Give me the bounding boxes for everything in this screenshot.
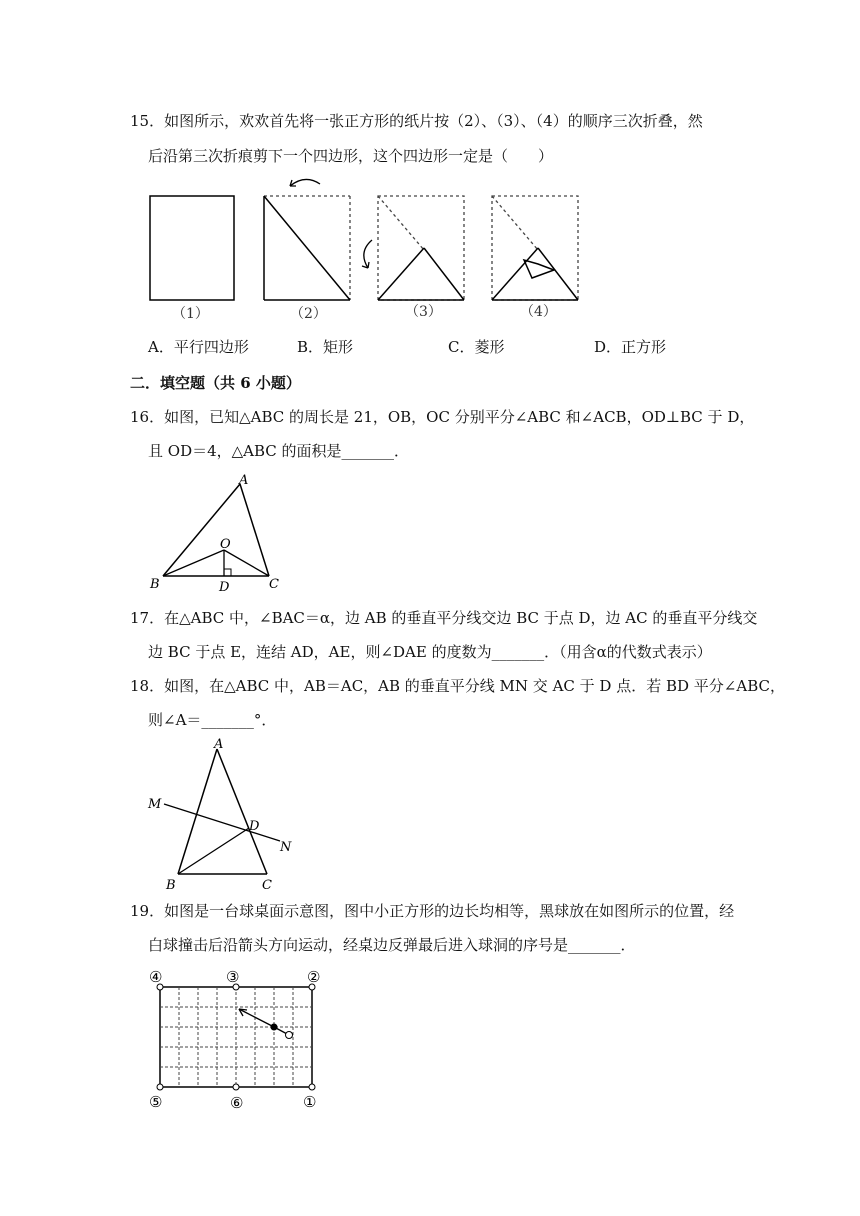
q19-text-line2: 白球撞击后沿箭头方向运动，经桌边反弹最后进入球洞的序号是_______． <box>148 936 636 954</box>
pocket-label-2: ② <box>307 968 321 986</box>
q15-fig-label-1: （1） <box>172 306 209 322</box>
pocket-label-5: ⑤ <box>149 1093 163 1111</box>
q16-label-o: O <box>220 537 231 552</box>
q16-triangle-figure <box>145 470 285 595</box>
q16-label-c: C <box>269 577 279 592</box>
q15-fig-label-2: （2） <box>290 306 327 322</box>
q17-text-line1: 17．在△ABC 中，∠BAC＝α，边 AB 的垂直平分线交边 BC 于点 D，边 AC 的垂直平分线交 <box>130 609 758 627</box>
pocket-5-hole <box>157 1084 163 1090</box>
q16-text-line1: 16．如图，已知△ABC 的周长是 21，OB，OC 分别平分∠ABC 和∠ACB，OD⊥BC 于 D， <box>130 408 755 426</box>
fold-square-4 <box>492 196 578 300</box>
q15-option-c: C．菱形 <box>448 338 505 356</box>
q18-label-a: A <box>214 737 224 752</box>
q18-label-b: B <box>166 878 176 893</box>
q19-billiard-table-figure <box>140 965 340 1115</box>
q16-label-b: B <box>150 577 160 592</box>
pocket-6-hole <box>233 1084 239 1090</box>
q18-triangle-figure <box>140 733 300 893</box>
q15-option-d: D．正方形 <box>594 338 667 356</box>
q15-option-a: A．平行四边形 <box>148 338 249 356</box>
q15-text-line1: 15．如图所示，欢欢首先将一张正方形的纸片按（2）、（3）、（4）的顺序三次折叠，然 <box>130 112 703 130</box>
q16-label-d: D <box>219 580 230 595</box>
q18-label-d: D <box>249 819 260 834</box>
pocket-label-1: ① <box>303 1093 317 1111</box>
q18-text-line1: 18．如图，在△ABC 中，AB＝AC，AB 的垂直平分线 MN 交 AC 于 D 点．若 BD 平分∠ABC， <box>130 677 785 695</box>
q15-text-line2: 后沿第三次折痕剪下一个四边形，这个四边形一定是（ ） <box>148 147 554 165</box>
q15-fig-label-3: （3） <box>405 304 442 320</box>
q17-text-line2: 边 BC 于点 E，连结 AD，AE，则∠DAE 的度数为_______．（用含α的代数式表示） <box>148 643 712 661</box>
q18-text-line2: 则∠A＝_______°． <box>148 711 277 729</box>
q16-text-line2: 且 OD＝4，△ABC 的面积是_______． <box>148 442 410 460</box>
fold-square-3 <box>362 196 464 300</box>
q18-label-m: M <box>148 797 162 812</box>
q18-label-c: C <box>262 878 272 893</box>
section-heading: 二．填空题（共 6 小题） <box>130 374 301 392</box>
fold-square-1 <box>150 196 234 300</box>
pocket-label-6: ⑥ <box>230 1094 244 1112</box>
black-ball <box>271 1024 278 1031</box>
fold-square-2 <box>264 179 350 300</box>
q19-text-line1: 19．如图是一台球桌面示意图，图中小正方形的边长均相等，黑球放在如图所示的位置，经 <box>130 902 735 920</box>
pocket-label-3: ③ <box>226 968 240 986</box>
pocket-label-4: ④ <box>149 968 163 986</box>
white-ball <box>286 1032 293 1039</box>
q18-label-n: N <box>280 840 292 855</box>
pocket-1-hole <box>309 1084 315 1090</box>
q16-label-a: A <box>239 473 249 488</box>
q15-option-b: B．矩形 <box>297 338 354 356</box>
q15-fig-label-4: （4） <box>520 304 557 320</box>
